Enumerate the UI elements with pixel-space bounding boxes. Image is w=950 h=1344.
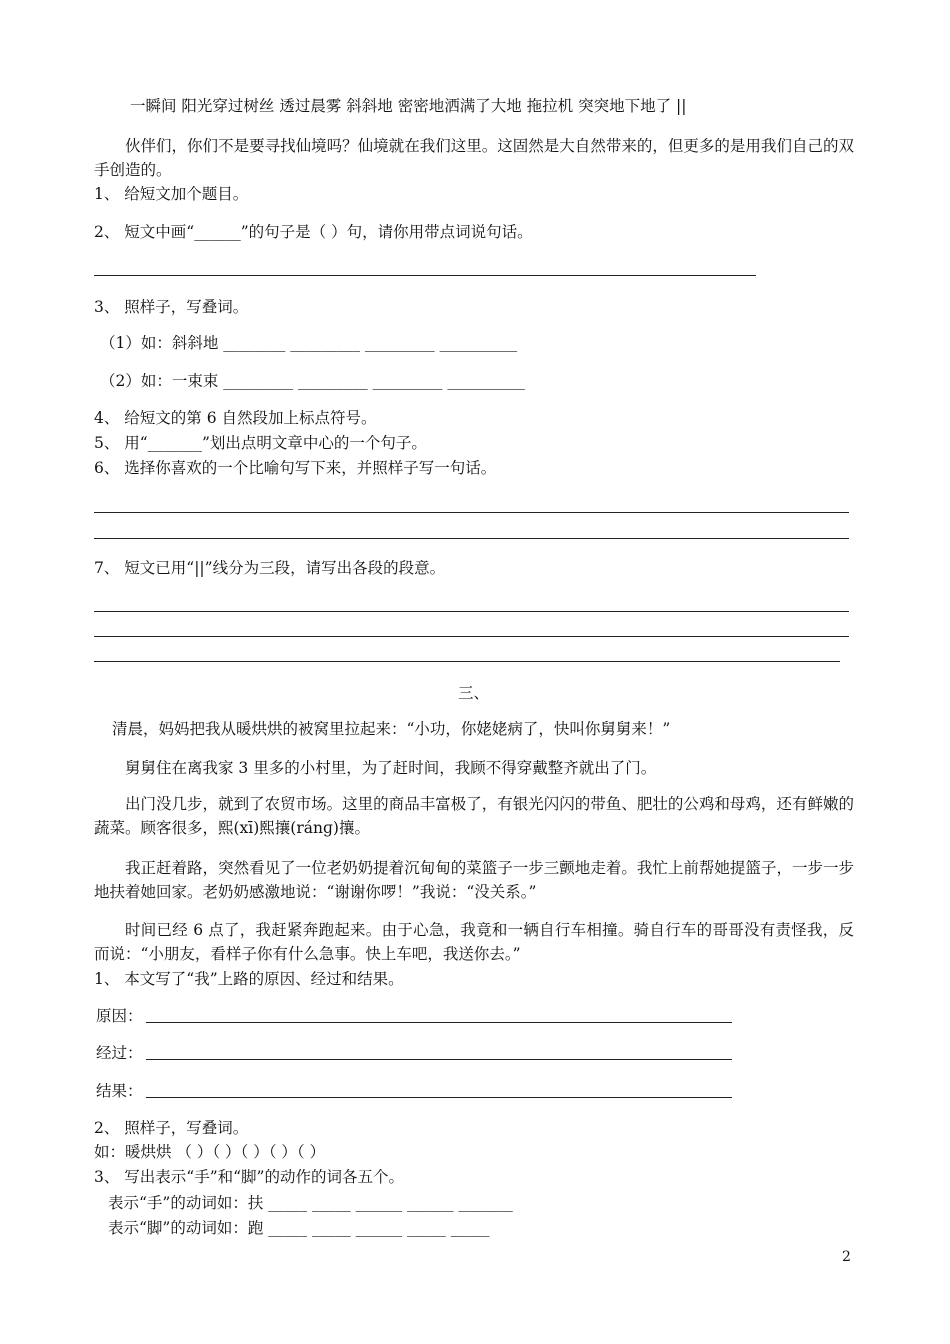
answer-line[interactable] <box>94 661 840 662</box>
paragraph-xianjing: 伙伴们，你们不是要寻找仙境吗？仙境就在我们这里。这固然是大自然带来的，但更多的是用我们自己的双手创造的。 <box>94 137 854 179</box>
top-word-list: 一瞬间 阳光穿过树丝 透过晨雾 斜斜地 密密地洒满了大地 拖拉机 突突地下地了 || <box>130 97 687 115</box>
answer-line[interactable] <box>94 512 849 513</box>
story-paragraph-5: 时间已经 6 点了，我赶紧奔跑起来。由于心急，我竟和一辆自行车相撞。骑自行车的哥哥没有责怪我，反而说：“小朋友，看样子你有什么急事。快上车吧，我送你去。” <box>94 921 854 963</box>
question-1-1: 1、 给短文加个题目。 <box>94 185 249 203</box>
question-3-3-foot: 表示“脚”的动词如：跑 _____ _____ ______ _____ _____ <box>108 1219 490 1237</box>
question-1-6: 6、 选择你喜欢的一个比喻句写下来，并照样子写一句话。 <box>94 459 497 477</box>
answer-line-result[interactable] <box>146 1097 732 1098</box>
question-1-5: 5、 用“_______”划出点明文章中心的一个句子。 <box>94 434 427 452</box>
story-paragraph-3: 出门没几步，就到了农贸市场。这里的商品丰富极了，有银光闪闪的带鱼、肥壮的公鸡和母鸡，还有鲜嫩的蔬菜。顾客很多，熙(xī)熙攘(ránɡ)攘。 <box>94 795 854 837</box>
story-paragraph-1: 清晨，妈妈把我从暖烘烘的被窝里拉起来：“小功，你姥姥病了，快叫你舅舅来！” <box>112 720 671 738</box>
answer-line[interactable] <box>94 611 849 612</box>
answer-line[interactable] <box>94 275 756 276</box>
section-heading: 三、 <box>458 684 490 702</box>
question-3-2: 2、 照样子，写叠词。 <box>94 1119 249 1137</box>
label-process: 经过： <box>96 1044 143 1062</box>
question-1-3-item-1: （1）如：斜斜地 ________ _________ _________ __________ <box>100 334 518 352</box>
page-number: 2 <box>842 1249 851 1265</box>
label-cause: 原因： <box>96 1007 143 1025</box>
story-paragraph-4: 我正赶着路，突然看见了一位老奶奶提着沉甸甸的菜篮子一步三颤地走着。我忙上前帮她提篮子，一步一步地扶着她回家。老奶奶感激地说：“谢谢你啰！”我说：“没关系。” <box>94 859 854 901</box>
answer-line[interactable] <box>94 636 849 637</box>
answer-line-process[interactable] <box>146 1059 732 1060</box>
question-1-3-item-2: （2）如：一束束 _________ _________ _________ __________ <box>100 372 525 390</box>
label-result: 结果： <box>96 1082 143 1100</box>
answer-line-cause[interactable] <box>146 1022 732 1023</box>
question-1-4: 4、 给短文的第 6 自然段加上标点符号。 <box>94 409 377 427</box>
answer-line[interactable] <box>94 538 849 539</box>
question-1-7: 7、 短文已用“||”线分为三段，请写出各段的段意。 <box>94 559 446 577</box>
question-1-2: 2、 短文中画“______”的句子是（ ）句，请你用带点词说句话。 <box>94 223 533 241</box>
story-paragraph-2: 舅舅住在离我家 3 里多的小村里，为了赶时间，我顾不得穿戴整齐就出了门。 <box>125 759 657 777</box>
question-3-3-hand: 表示“手”的动词如：扶 _____ _____ ______ ______ _______ <box>108 1194 513 1212</box>
question-3-2-example: 如：暖烘烘 （ ）（ ）（ ）（ ）（ ） <box>94 1143 326 1161</box>
question-3-3: 3、 写出表示“手”和“脚”的动作的词各五个。 <box>94 1168 404 1186</box>
question-3-1: 1、 本文写了“我”上路的原因、经过和结果。 <box>94 970 404 988</box>
question-1-3: 3、 照样子，写叠词。 <box>94 298 249 316</box>
